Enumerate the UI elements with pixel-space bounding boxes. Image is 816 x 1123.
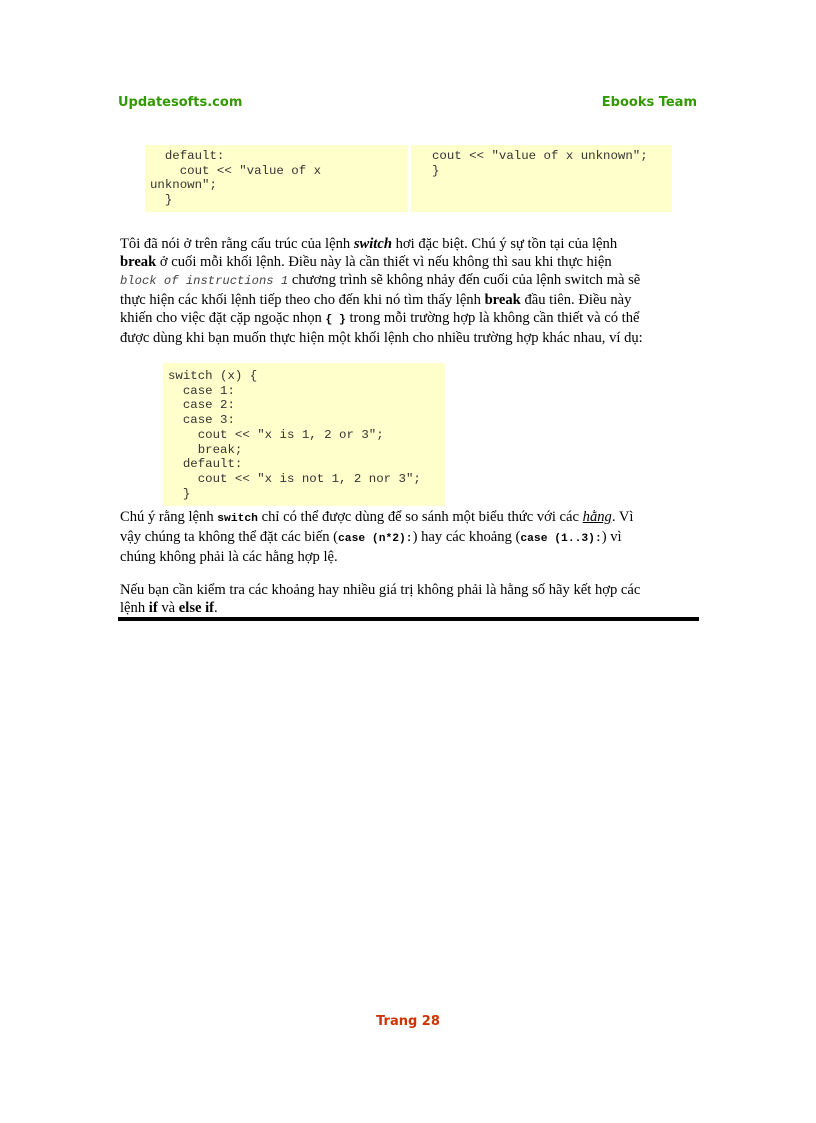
keyword-break: break: [120, 254, 157, 271]
text: ) vì: [601, 529, 622, 546]
text: chúng không phải là các hằng hợp lệ.: [120, 549, 338, 566]
text: và: [157, 600, 179, 617]
code-line: cout << "value of x unknown";: [432, 149, 648, 163]
code-block-switch-example: [163, 363, 445, 506]
text: chương trình sẽ không nhảy đến cuối của lệnh switch mà sẽ: [288, 272, 641, 289]
code-line: cout << "value of x: [150, 163, 322, 178]
page-number: Trang 28: [376, 1014, 440, 1029]
section-divider: [118, 617, 699, 621]
text: Chú ý rằng lệnh: [120, 509, 218, 525]
code-line: default:: [150, 149, 225, 163]
text: vậy chúng ta không thể đặt các biến (: [120, 529, 339, 546]
text: được dùng khi bạn muốn thực hiện một khối lệnh cho nhiều trường hợp khác nhau, ví dụ:: [120, 330, 643, 347]
code-line: cout << "x is not 1, 2 nor 3";: [168, 471, 421, 486]
code-line: break;: [168, 442, 243, 457]
keyword-else-if: else if: [178, 600, 215, 617]
text: .: [214, 600, 218, 617]
keyword-break: break: [484, 291, 521, 308]
code-inline: switch: [217, 513, 258, 525]
code-line: case 1:: [168, 383, 235, 398]
code-inline: block of instructions 1: [120, 274, 289, 289]
header-team-name: Ebooks Team: [601, 95, 697, 110]
paragraph-switch-explanation: [120, 235, 700, 347]
keyword-switch: switch: [353, 236, 392, 252]
text: chỉ có thể được dùng để so sánh một biểu thức với các: [257, 509, 583, 525]
code-line: }: [150, 193, 173, 208]
keyword-if: if: [148, 600, 158, 617]
text: Tôi đã nói ở trên rằng cấu trúc của lệnh: [120, 236, 354, 252]
code-line: unknown";: [150, 178, 217, 193]
text: ở cuối mỗi khối lệnh. Điều này là cần thiết vì nếu không thì sau khi thực hiện: [156, 254, 612, 271]
text: . Vì: [611, 509, 634, 525]
header-site-name: Updatesofts.com: [118, 95, 243, 110]
code-line: switch (x) {: [168, 369, 258, 383]
link-hang[interactable]: hằng: [582, 509, 612, 525]
text: lệnh: [120, 600, 149, 617]
text: khiến cho việc đặt cặp ngoặc nhọn: [120, 309, 326, 326]
paragraph-switch-constants: [120, 508, 700, 567]
code-inline-braces: { }: [325, 313, 346, 326]
code-line: }: [168, 486, 191, 501]
code-block-left: [145, 145, 408, 212]
code-line: }: [432, 163, 440, 178]
text: Nếu bạn cần kiểm tra các khoảng hay nhiều giá trị không phải là hằng số hãy kết hợp các: [120, 582, 641, 598]
text: thực hiện các khối lệnh tiếp theo cho đến khi nó tìm thấy lệnh: [120, 291, 485, 308]
code-inline: case (1..3):: [520, 533, 602, 546]
code-inline: case (n*2):: [338, 533, 413, 546]
text: ) hay các khoảng (: [412, 529, 521, 546]
code-line: default:: [168, 457, 243, 472]
code-line: cout << "x is 1, 2 or 3";: [168, 427, 384, 442]
code-line: case 2:: [168, 398, 235, 413]
code-block-right: [411, 145, 672, 212]
code-line: case 3:: [168, 413, 235, 428]
text: đầu tiên. Điều này: [520, 291, 632, 308]
text: hơi đặc biệt. Chú ý sự tồn tại của lệnh: [391, 236, 618, 252]
paragraph-if-else: [120, 581, 700, 617]
text: trong mỗi trường hợp là không cần thiết và có thể: [345, 309, 640, 326]
